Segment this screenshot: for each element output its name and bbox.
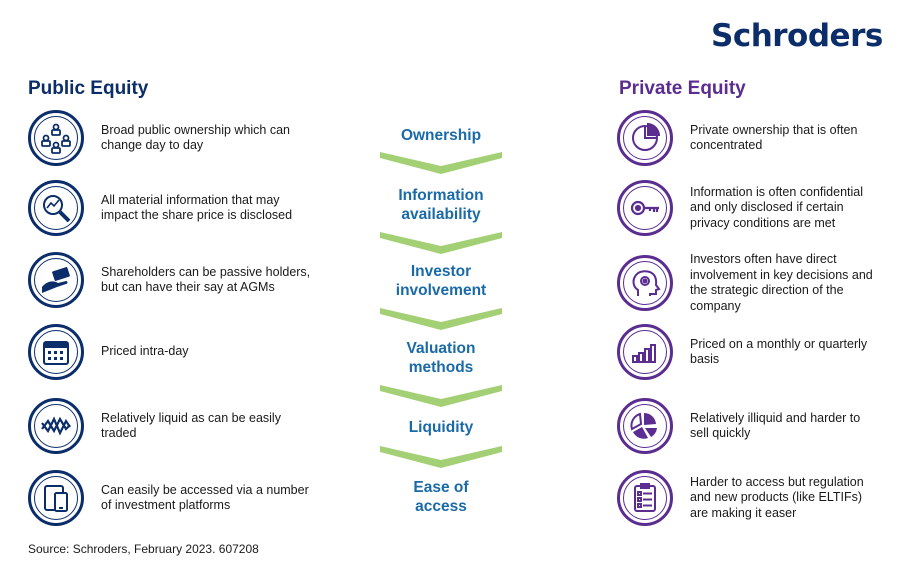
chevron-arrow	[380, 152, 502, 174]
bar-chart-icon	[617, 324, 673, 380]
private-item-valuation	[617, 324, 875, 380]
criterion-label: Ease of	[413, 479, 469, 496]
calendar-icon	[28, 324, 84, 380]
public-item-text: All material information that may impact the share price is disclosed	[101, 192, 293, 222]
criterion-liquidity	[371, 418, 511, 437]
private-item-text: Relatively illiquid and harder to sell quickly	[690, 410, 861, 440]
public-item-involvement	[28, 252, 311, 308]
private-item-text: Information is often confidential and only disclosed if certain privacy conditions are met	[690, 184, 864, 230]
private-item-information	[617, 180, 875, 236]
public-item-text: Broad public ownership which can change day to day	[101, 122, 290, 152]
people-network-icon	[28, 110, 84, 166]
criterion-valuation	[371, 339, 511, 377]
key-icon	[617, 180, 673, 236]
public-item-valuation	[28, 324, 311, 380]
private-item-access	[617, 470, 875, 526]
criterion-label: Investor	[410, 263, 472, 280]
criterion-label: availability	[401, 206, 481, 223]
private-item-ownership	[617, 110, 875, 166]
public-item-information	[28, 180, 311, 236]
criterion-label: Information	[398, 187, 484, 204]
criterion-label: involvement	[395, 282, 487, 299]
segmented-pie-icon	[617, 398, 673, 454]
private-item-text: Priced on a monthly or quarterly basis	[690, 336, 868, 366]
criterion-information	[371, 186, 511, 224]
private-item-text: Private ownership that is often concentrated	[690, 122, 858, 152]
chevron-arrow	[380, 308, 502, 330]
source-note: Source: Schroders, February 2023. 607208	[28, 542, 259, 556]
private-equity-title: Private Equity	[619, 78, 746, 99]
chevron-arrow	[380, 385, 502, 407]
public-item-text: Priced intra-day	[101, 344, 189, 359]
zigzag-trend-icon	[28, 398, 84, 454]
public-item-text: Can easily be accessed via a number of investment platforms	[101, 482, 309, 512]
private-item-involvement	[617, 252, 875, 314]
private-item-text: Harder to access but regulation and new products (like ELTIFs) are making it easer	[690, 474, 864, 520]
pie-chart-icon	[617, 110, 673, 166]
public-item-text: Shareholders can be passive holders, but can have their say at AGMs	[101, 264, 311, 294]
public-item-text: Relatively liquid as can be easily traded	[101, 410, 281, 440]
criterion-label: Liquidity	[408, 419, 474, 436]
public-item-access	[28, 470, 311, 526]
public-equity-title: Public Equity	[28, 78, 149, 99]
magnifier-chart-icon	[28, 180, 84, 236]
criterion-label: Valuation	[406, 340, 476, 357]
criterion-access	[371, 478, 511, 516]
criterion-label: Ownership	[400, 127, 482, 144]
private-item-text: Investors often have direct involvement in key decisions and the strategic direction of the company	[690, 252, 873, 313]
chevron-arrow	[380, 446, 502, 468]
devices-icon	[28, 470, 84, 526]
public-item-ownership	[28, 110, 311, 166]
criterion-ownership	[371, 126, 511, 145]
chevron-arrow	[380, 232, 502, 254]
public-item-liquidity	[28, 398, 311, 454]
private-item-liquidity	[617, 398, 875, 454]
hand-money-icon	[28, 252, 84, 308]
criterion-label: methods	[408, 359, 474, 376]
clipboard-icon	[617, 470, 673, 526]
criterion-involvement	[371, 262, 511, 300]
head-gear-icon	[617, 255, 673, 311]
criterion-label: access	[415, 498, 467, 515]
brand-logo: Schroders	[711, 18, 883, 54]
